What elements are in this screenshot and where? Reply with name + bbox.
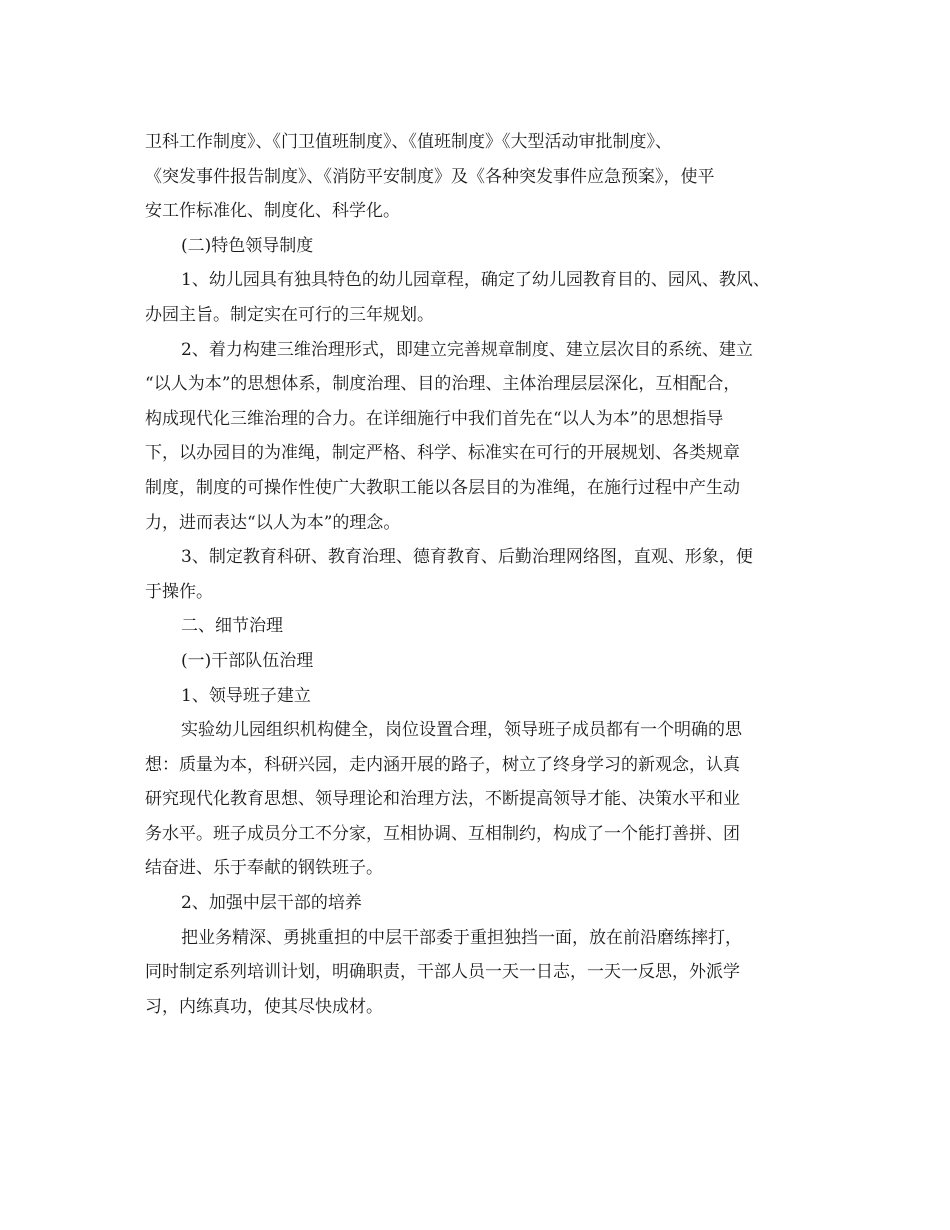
text-line: 务水平。班子成员分工不分家，互相协调、互相制约，构成了一个能打善拼、团: [145, 823, 740, 844]
text-line: 1、领导班子建立: [181, 685, 311, 706]
text-line: 办园主旨。制定实在可行的三年规划。: [145, 304, 434, 325]
text-line: 安工作标准化、制度化、科学化。: [145, 201, 400, 222]
text-line: 构成现代化三维治理的合力。在详细施行中我们首先在“以人为本”的思想指导: [145, 408, 724, 429]
text-line: 卫科工作制度》、《门卫值班制度》、《值班制度》《大型活动审批制度》、: [145, 132, 672, 152]
text-line: 下，以办园目的为准绳，制定严格、科学、标准实在可行的开展规划、各类规章: [145, 443, 740, 464]
text-line: 想：质量为本，科研兴园，走内涵开展的路子，树立了终身学习的新观念，认真: [145, 754, 740, 775]
text-line: 习，内练真功，使其尽快成材。: [145, 996, 383, 1017]
text-line: 实验幼儿园组织机构健全，岗位设置合理，领导班子成员都有一个明确的思: [181, 720, 742, 741]
text-line: 2、着力构建三维治理形式，即建立完善规章制度、建立层次目的系统、建立: [181, 339, 753, 360]
text-line: 1、幼儿园具有独具特色的幼儿园章程，确定了幼儿园教育目的、园风、教风、: [181, 270, 770, 291]
text-line: 把业务精深、勇挑重担的中层干部委于重担独挡一面，放在前沿磨练摔打，: [181, 927, 742, 948]
text-line: 于操作。: [145, 581, 213, 602]
text-line: 研究现代化教育思想、领导理论和治理方法，不断提高领导才能、决策水平和业: [145, 789, 740, 810]
text-line: “以人为本”的思想体系，制度治理、目的治理、主体治理层层深化，互相配合，: [145, 374, 741, 395]
text-line: 《突发事件报告制度》、《消防平安制度》及《各种突发事件应急预案》，使平: [145, 166, 715, 187]
text-line: 同时制定系列培训计划，明确职责，干部人员一天一日志，一天一反思，外派学: [145, 962, 740, 983]
text-line: 二、细节治理: [181, 616, 283, 637]
text-line: (一)干部队伍治理: [181, 650, 314, 671]
text-line: 制度，制度的可操作性使广大教职工能以各层目的为准绳，在施行过程中产生动: [145, 477, 740, 498]
text-line: (二)特色领导制度: [181, 235, 314, 256]
text-line: 3、制定教育科研、教育治理、德育教育、后勤治理网络图，直观、形象，便: [181, 547, 753, 568]
text-line: 力，进而表达“以人为本”的理念。: [145, 512, 401, 533]
text-line: 结奋进、乐于奉献的钢铁班子。: [145, 858, 383, 879]
document-body: [145, 125, 835, 1024]
text-line: 2、加强中层干部的培养: [181, 893, 362, 914]
